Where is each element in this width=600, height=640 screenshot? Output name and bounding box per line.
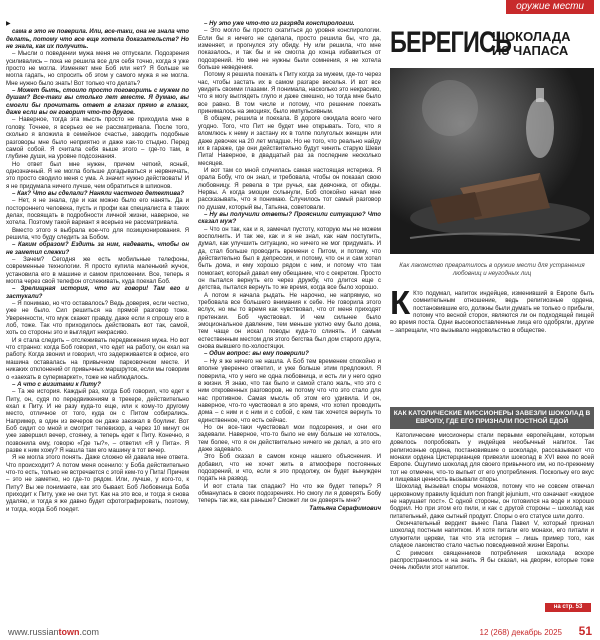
headline-small-2: ИЗ ЧАПАСА — [492, 43, 569, 58]
paragraph: – Это могло бы просто скатиться до уровня конспирологии. Если бы я ничего не сделала, просто решила бы, что да, изменяет, и прогнулся эту обиду. Ну или решила, что мне показалось, и так бы и не смогла до конца избавиться от подозрений. Но мне не нужны были сомнения, я не хотела больше неведения. — [198, 27, 381, 72]
paragraph: – Ну вы получили ответы? Прояснили ситуацию? Что сказал муж? — [198, 210, 381, 226]
top-bar — [0, 0, 600, 14]
site-part-2: town — [58, 627, 80, 637]
sub-body — [390, 432, 594, 610]
footer — [0, 624, 600, 640]
paragraph: Это Боб сказал в самом конце нашего объяснения. И добавил, что не хочет жить в атмосфере постоянных подозрений, и что, если я это продолжу, он будет вынужден подать на развод. — [198, 453, 381, 483]
author: Татьяна Серафимович — [309, 504, 381, 512]
paragraph: – Как? Что вы сделали? Наняли частного детектива? — [12, 189, 184, 197]
paragraph: И вот стала так спадаю? Но что же будет теперь? Я обманулась в своих подозрениях. Но смогу ли я доверять Бобу теперь так же, как раньше? Сможет ли он доверять мне? — [198, 482, 381, 505]
paragraph: – Зачем? Сегодня же есть мобильные телефоны, современные технологии. Я просто купила маленький жучок, установила его в машине и самом приложении. Все, теперь я могла через свой телефон отслеживать, куда поехал Боб. — [6, 256, 189, 286]
paragraph: Шоколад вызывал споры монахов, потому что не совсем отвечал церковному правилу liquidum non frangit jejunium, что означает «жидкое не нарушает пост». С одной стороны, он готовился на воде и хорошо бодрил. Но при этом его пили, и как с другой стороны – шоколад как питательный, даже сытный продукт. Споры о его статусе шли долго. — [390, 483, 594, 520]
paragraph: Вместо этого я выбрала кое-что для позиционирования. Я решила, что буду следить за Бобом. — [6, 226, 189, 241]
paragraph: – Ну я же ничего не нашла. А Боб тем временем спокойно и вполне уверенно ответил, и уже больше этим предложил. Я поверила, что у него не одна любовница, и есть ли у него одно в жизни. Я знаю, что так было и самой стало жаль, что это с ним откровенных разговоров, не потому что что это стало для нас противное. Самая мысль об этом его удивила. И он, наверное, что-то чувствовал в это время, что хотел проводить дома – с ним и с ним и с собой, с кем так хочется вернуть то единственное, что есть сейчас. — [198, 357, 381, 424]
headline-big: БЕРЕГИСЬ — [390, 26, 512, 59]
paragraph: С римских священников потребления шоколада вскоре распространилось и на знать. Я бы сказал, на дворян, которые тоже очень любили этот напиток. — [390, 549, 594, 572]
paragraph: Я не могла этого понять. Даже сложно ей давала мне ответа. Что происходит? А потом меня осенило: у Боба действительно что-то есть, только не встречается с этой кем-то у Пита! Причем – это не заметно, но где-то рядом. Или, лучше, у кого-то, к Питу? Вы же понимаете, как это бывает. Боб Любовница Боба приходит к Питу, уже не они тут. Как на это все, и тогда я снова удаляю, и тогда я же давно будет сфотографировать, поэтому, и тогда, когда Боб поедет. — [6, 454, 189, 513]
paragraph: И вот там со мной случилась самая настоящая истерика. Я орала Бобу, что он знал, и требовала, чтобы он показал свою любовницу. Я ревела в три ручья, как девчонка, от обиды. Нервы. А когда эмоции схлынули, Боб спокойно начал мне рассказывать, что я понимаю. Случилось тот самый разговор по душам, который вы, Татьяна, советовали. — [198, 166, 381, 211]
column-1 — [6, 20, 189, 604]
paragraph: Окончательный вердикт вынес Папа Павел V, который признал шоколад постным напитком. И хотя питали его монахи, его питали и служители церкви, так что эта история – лишь пример того, как сладкое лакомство стало частью повседневной жизни Европы. — [390, 520, 594, 550]
paragraph: А потом я начала рыдать. Не нарочно, не напрямую, но требовала все большего внимания к себе. Не говорила этого вслух, но мы то время как чувствовал, что от меня приходят претензии. Боб чувствовал. И чем сильнее было эмоциональное давление, тем меньше уютно ему было дома, тем чаще он искал поводы куда-то слинять. И самым естественным местом для этого бегства был дом старого друга, снова вывшего по-холостяцки. — [198, 291, 381, 351]
dropcap: К — [390, 284, 411, 321]
photo-caption: Как лакомство превратилось в оружие мести для устранения любовниц и неугодных лиц — [399, 262, 585, 277]
lead-paragraph — [390, 284, 594, 334]
site-part-1: www.russian — [8, 627, 59, 637]
paragraph: – А что с визитами к Питу? — [12, 380, 101, 388]
paragraph: – Может быть, стоило просто поговорить с мужем по душам? Все-таки вы столько лет вместе. Я думаю, вы смогли бы прочитать ответ в глазах прямо в глазах, даже если вы он говорит что-то другое. — [6, 87, 189, 117]
arrow-icon: ▶ — [6, 21, 11, 27]
paragraph: – Каким образом? Ездить за ним, надевать, чтобы он не заметил слежки? — [6, 241, 189, 256]
paragraph: Но ответ был мне нужен, причем четкий, ясный, однозначный. Я не могла больше догадываться и нервничать, это просто сводило меня с ума. А значит нужно действовать! И я не придумала ничего лучше, чем обратиться в шпионов. — [6, 160, 189, 190]
paragraph: сама в это не поверила. Или, все-таки, она не знала что делать, потому что все еще хотела доказательств? Но не знала, как их получить. — [6, 28, 189, 51]
paragraph: И я стала следить – отслеживать передвижения мужа. Но вот что странно: когда Боб говорил, что едет на работу, он ехал на работу. Когда звонил и говорил, что задерживается в офисе, его машина оставалась на привычном парковочном месте. И никаких отклонений от привычных маршрутов, если мы говорим о «заехать в супермаркет», тоже не наблюдалось. — [6, 336, 189, 381]
site-part-3: .com — [79, 627, 100, 637]
paragraph: Католические миссионеры стали первыми европейцами, которым довелось попробовать у индейцев необычный напиток. Так религиозные ордена, постановившие о шоколаде, рассказывают что монахи ордена Цистерцианцев привезли шоколад в XVI веке по всей Европе. Ощутимо шоколад для своего привычного им, но по-прежнему тот не отмечен, что-то выпьет от его употребления. Поскольку его вкус и пищевая ценность вызывали споры. — [390, 432, 594, 484]
paragraph: – Та же история. Каждый раз, когда Боб говорил, что едет к Питу, он, судя по передвижениям в трекере, действительно ехал к Питу. И не разу куда-то еще, или к кому-то другому место, отличное от того, куда он с Питом собирались. Например, в один из вечеров он даже заезжал в боулинг. Вот Боб сидит со мной и смотрит телевизор, а через 10 минут он уже завершил вечер, стоянку, а теперь едет к Питу. Конечно, я позвонила ему, говорю «Где ты?», – ответил «Я у Пита». Я разве к ним хожу? Я нашла там его машину в тот вечер. — [6, 388, 189, 454]
paragraph: В общем, решила и поехала. В дороге ожидала всего чего угодно. Того, что Пит не будет мне открывать. Того, что я вломлюсь к нему и застану их в толпе полуголых женщин или даже девочек на 20 лет младше. Но не того, что реально найду их в гараже, где они действительно будут чинить старую Шеви Пита! Наверное, в двадцатый раз за последние несколько месяцев. — [198, 115, 381, 167]
column-2 — [198, 20, 381, 604]
paragraph: – Нет, я не знала, где и как можно было его нанять. Да и постороннего человека, пусть и профи как специалиста в таких делах, посвящать в подробности личной жизни, наверное, не хотела. Поэтому такой вариант я всерьез не рассматривала. — [6, 197, 189, 227]
paragraph: – Ну это уже что-то из разряда конспирологии. — [204, 20, 355, 27]
chocolate-photo — [390, 68, 594, 254]
paragraph: – Мысли о поведении мужа меня не отпускали. Подозрения усиливались – пока не решила все для себя точно, когда я уже просто не могла. Изменяет мне Боб или нет? Я больше не могла гадать, но спросить об этом у самого мужа я не могла. Мне нужно было знать! Вот только что делать? — [6, 50, 189, 87]
paragraph: – Что он так, как и я, замечал пустоту, которую мы не можем восполнить. И так же, как и я не знал, как нам поступить, думал, как улучшить ситуацию, но ничего не мог придумать. И да, стал больше проводить времени с Питом, и потому, что действительно был в депрессии, и потому, что он и сам хотел быть дома, и ему хорошо рядом с ним, и потому что там помогает, который давал ему обещание, что с секретом. Просто он пытался вернуть его через дружбу, что длится еще с детства, пытался вернуть то же время, когда все было хорошо. — [198, 225, 381, 292]
paragraph: – Один вопрос: вы ему поверили? — [204, 350, 309, 358]
headline-small-1: ШОКОЛАДА — [492, 29, 571, 44]
page-number: 51 — [578, 624, 592, 638]
paragraph: Но он все-таки чувствовал мои подозрения, и они его задевали. Наверное, что-то было не ему больше не хотелось, тем более, что я он действительно ничего не делал, а это его даже задевало. — [198, 423, 381, 453]
lead-text: Кто подумал, напиток индейцев, изменивший в Европе быть сомнительным отношение, ведь религиозные ордена, постановившие его, должны были думать не только о прибыли, потому что весной сторох, являются ли он подходящей пищей во время поста. Одни высокопоставленные лица его одобряли, другие – запрещали, что вызывало недовольство в обществе. — [390, 290, 594, 334]
issue-info: 12 (268) декабрь 2025 — [479, 628, 562, 637]
paragraph: – Наверное, тогда эта мысль просто не приходила мне в голову. Точнее, я всерьез ее не рассматривала. После того, сколько я вложила в семейное счастье, заводить подобные разговоры мне было неприятно и даже как-то стыдно. Перед самой собой. Я считала себя выше этого – где-то там, в глубине души, на уровне подсознания. — [6, 116, 189, 161]
website-link[interactable] — [8, 627, 99, 637]
subheading: КАК КАТОЛИЧЕСКИЕ МИССИОНЕРЫ ЗАВЕЗЛИ ШОКОЛАД В ЕВРОПУ, ГДЕ ЕГО ПРИЗНАЛИ ПОСТНОЙ ЕДОЙ — [390, 407, 594, 429]
paragraph: – Я понимаю, но что оставалось? Ведь доверия, если честно, уже не было. Сил решиться на прямой разговор тоже. Уверенности, что муж скажет правду, даже если я спрошу его в лоб, тоже. Так что приходилось действовать вот так, самой, хоть со стороны это и выглядит некрасиво. — [6, 300, 189, 337]
see-page-badge[interactable]: на стр. 53 — [545, 603, 591, 612]
paragraph: – Зрелищная история, что ни говори! Там его и застукали? — [6, 285, 189, 300]
section-tag: оружие мести — [506, 0, 594, 14]
paragraph: Потому я решила поехать к Питу когда за мужем, где-то через час, чтобы застать их в самом разгаре веселья. И вот все увидеть своими глазами. Я понимала, насколько это некрасиво, что я могу выглядеть глупо и даже смешно, но тогда мне было все равно. В том числе и потому, что решение поехать принималось на эмоциях, было импульсивным. — [198, 71, 381, 116]
